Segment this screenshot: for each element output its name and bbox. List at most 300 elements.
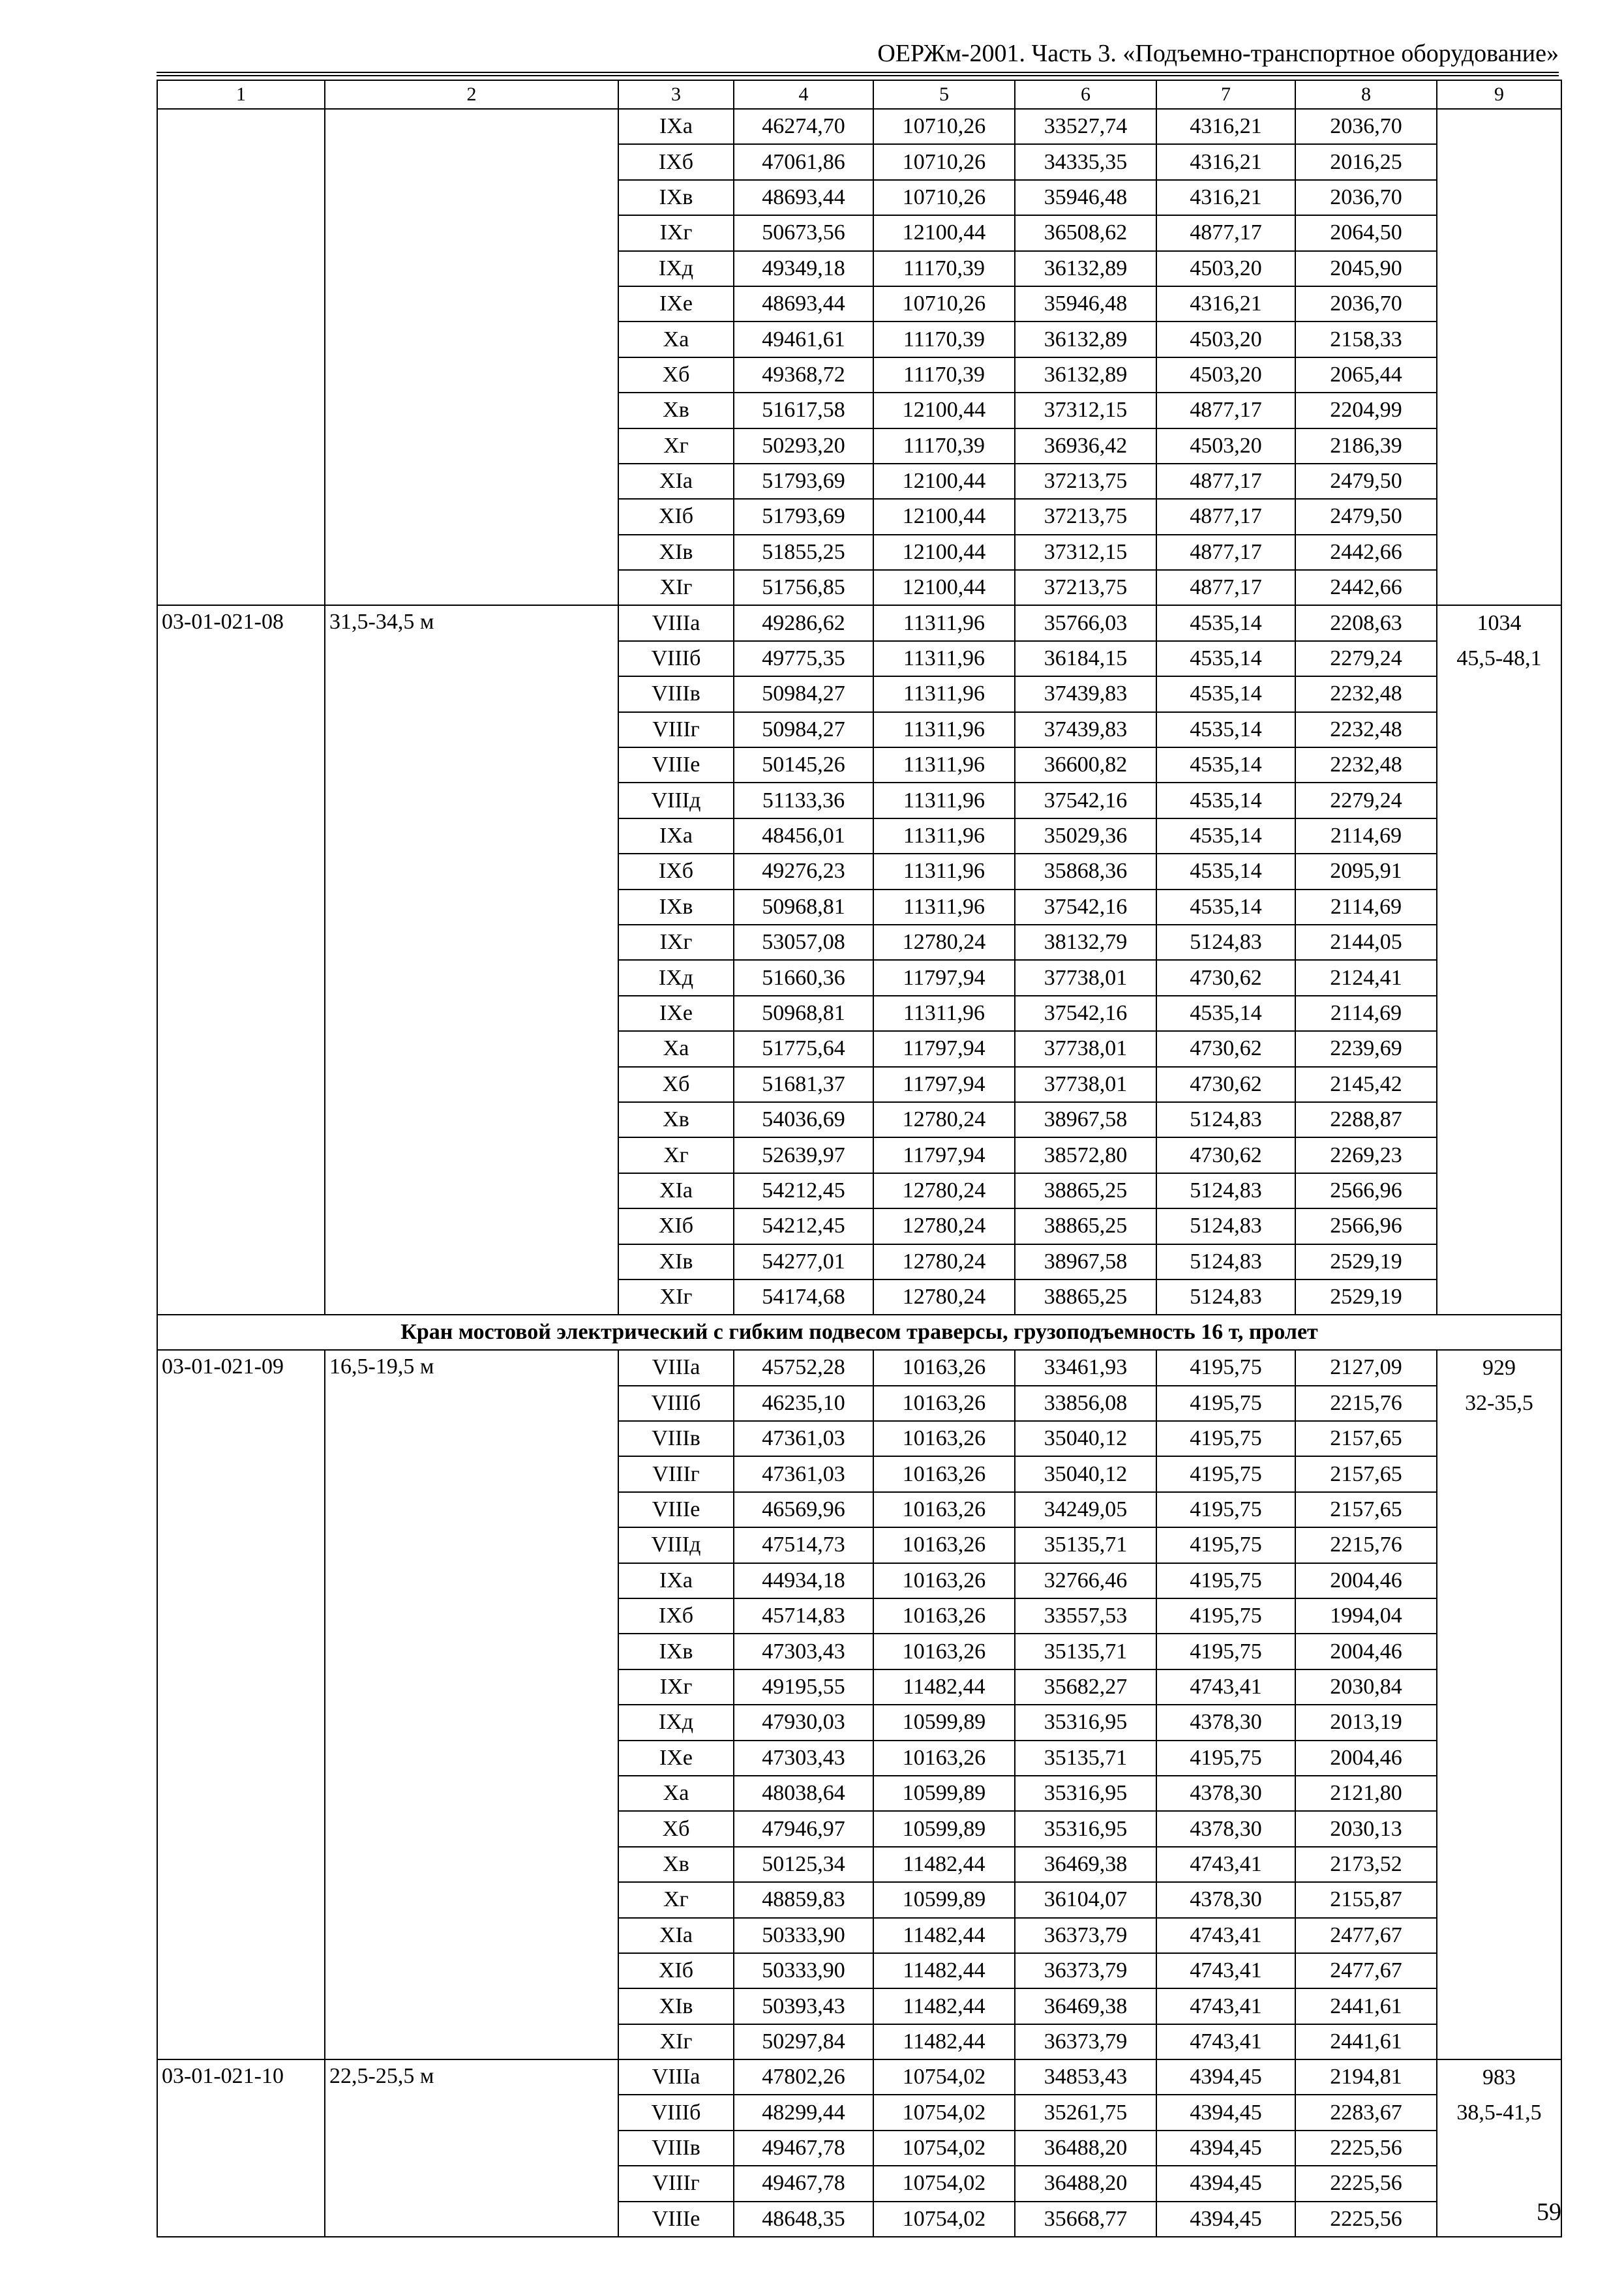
cell-col-7: 4316,21 <box>1156 144 1295 179</box>
cell-col-5: 11170,39 <box>873 251 1015 286</box>
cell-col-5: 10710,26 <box>873 109 1015 144</box>
cell-col-5: 10754,02 <box>873 2059 1015 2095</box>
cell-col-6: 33461,93 <box>1015 1350 1156 1385</box>
cell-col-4: 49349,18 <box>734 251 873 286</box>
cell-col-3: IXе <box>618 996 734 1031</box>
cell-col-4: 47303,43 <box>734 1634 873 1669</box>
cell-col-4: 50673,56 <box>734 215 873 250</box>
cell-col-4: 49461,61 <box>734 322 873 357</box>
cell-col-7: 4877,17 <box>1156 215 1295 250</box>
cell-col-3: XIа <box>618 1918 734 1953</box>
cell-col-8: 2114,69 <box>1295 890 1437 925</box>
col9-value: 1034 <box>1477 611 1522 636</box>
cell-col-5: 11311,96 <box>873 641 1015 676</box>
cell-col-4: 47946,97 <box>734 1811 873 1846</box>
cell-col-8: 2225,56 <box>1295 2131 1437 2166</box>
cell-col-7: 4877,17 <box>1156 570 1295 605</box>
cell-col-6: 35261,75 <box>1015 2095 1156 2130</box>
span-range: 16,5-19,5 м <box>325 1350 618 2059</box>
cell-col-8: 2288,87 <box>1295 1102 1437 1137</box>
cell-col-3: XIа <box>618 1173 734 1208</box>
cell-col-3: XIа <box>618 464 734 499</box>
cell-col-6: 38967,58 <box>1015 1102 1156 1137</box>
rate-code: 03-01-021-10 <box>157 2059 325 2237</box>
col9-value: 983 <box>1482 2065 1516 2090</box>
cell-col-3: IXд <box>618 251 734 286</box>
cell-col-4: 54212,45 <box>734 1173 873 1208</box>
cell-col-3: XIб <box>618 1953 734 1988</box>
cell-col-3: Xг <box>618 1882 734 1917</box>
cell-col-5: 11170,39 <box>873 357 1015 393</box>
cell-col-5: 11170,39 <box>873 428 1015 464</box>
column-header-3: 3 <box>618 80 734 109</box>
table-row <box>157 2059 1561 2095</box>
cell-col-4: 50333,90 <box>734 1953 873 1988</box>
cell-col-3: IXв <box>618 180 734 215</box>
column-header-2: 2 <box>325 80 618 109</box>
cell-col-3: VIIIе <box>618 2202 734 2237</box>
cell-col-3: XIг <box>618 1279 734 1315</box>
cell-col-5: 10163,26 <box>873 1563 1015 1598</box>
cell-col-7: 4535,14 <box>1156 676 1295 711</box>
cell-col-3: IXг <box>618 925 734 960</box>
cell-col-8: 2064,50 <box>1295 215 1437 250</box>
cell-col-3: IXа <box>618 818 734 854</box>
cell-col-7: 4743,41 <box>1156 1953 1295 1988</box>
cell-col-8: 2004,46 <box>1295 1634 1437 1669</box>
cell-col-7: 4316,21 <box>1156 109 1295 144</box>
cell-col-7: 4378,30 <box>1156 1705 1295 1740</box>
cell-col-4: 49775,35 <box>734 641 873 676</box>
cell-col-6: 32766,46 <box>1015 1563 1156 1598</box>
cell-col-8: 2442,66 <box>1295 570 1437 605</box>
cell-col-8: 2036,70 <box>1295 109 1437 144</box>
cell-col-4: 50968,81 <box>734 890 873 925</box>
cell-col-4: 50333,90 <box>734 1918 873 1953</box>
cell-col-6: 34249,05 <box>1015 1492 1156 1527</box>
cell-col-8: 2157,65 <box>1295 1456 1437 1491</box>
cell-col-6: 37439,83 <box>1015 676 1156 711</box>
cell-col-3: VIIIа <box>618 605 734 640</box>
cell-col-8: 2157,65 <box>1295 1492 1437 1527</box>
cell-col-5: 11311,96 <box>873 676 1015 711</box>
cell-col-6: 36104,07 <box>1015 1882 1156 1917</box>
col9-value: 38,5-41,5 <box>1456 2101 1542 2125</box>
cell-col-7: 4394,45 <box>1156 2202 1295 2237</box>
cell-col-4: 53057,08 <box>734 925 873 960</box>
cell-col-7: 4730,62 <box>1156 1067 1295 1102</box>
col9-value: 929 <box>1482 1356 1516 1381</box>
cell-col-5: 11311,96 <box>873 890 1015 925</box>
cell-col-6: 34335,35 <box>1015 144 1156 179</box>
cell-col-8: 2144,05 <box>1295 925 1437 960</box>
cell-col-4: 52639,97 <box>734 1137 873 1173</box>
cell-col-8: 2269,23 <box>1295 1137 1437 1173</box>
cell-col-5: 11482,44 <box>873 2024 1015 2059</box>
cell-col-8: 2013,19 <box>1295 1705 1437 1740</box>
cell-col-6: 38132,79 <box>1015 925 1156 960</box>
cell-col-7: 5124,83 <box>1156 1279 1295 1315</box>
cell-col-6: 35029,36 <box>1015 818 1156 854</box>
cell-col-7: 4743,41 <box>1156 1918 1295 1953</box>
cell-col-6: 38572,80 <box>1015 1137 1156 1173</box>
cell-col-8: 2279,24 <box>1295 783 1437 818</box>
cell-col-3: VIIIг <box>618 2166 734 2201</box>
cell-col-8: 2479,50 <box>1295 464 1437 499</box>
cell-col-7: 5124,83 <box>1156 1173 1295 1208</box>
cell-col-6: 37738,01 <box>1015 1067 1156 1102</box>
cell-col-7: 4195,75 <box>1156 1350 1295 1385</box>
cell-col-7: 4195,75 <box>1156 1386 1295 1421</box>
column-header-8: 8 <box>1295 80 1437 109</box>
cell-col-4: 51133,36 <box>734 783 873 818</box>
cell-col-3: VIIIг <box>618 712 734 747</box>
cell-col-5: 10710,26 <box>873 180 1015 215</box>
cell-col-4: 50297,84 <box>734 2024 873 2059</box>
cell-col-5: 12100,44 <box>873 499 1015 534</box>
cell-col-5: 11311,96 <box>873 747 1015 783</box>
cell-col-8: 2239,69 <box>1295 1031 1437 1066</box>
cell-col-7: 4503,20 <box>1156 428 1295 464</box>
col9-values <box>1437 109 1561 605</box>
cell-col-7: 4195,75 <box>1156 1421 1295 1456</box>
cell-col-7: 5124,83 <box>1156 1208 1295 1244</box>
cell-col-4: 54036,69 <box>734 1102 873 1137</box>
cell-col-4: 51775,64 <box>734 1031 873 1066</box>
cell-col-5: 10754,02 <box>873 2131 1015 2166</box>
cell-col-3: VIIIд <box>618 1527 734 1563</box>
cell-col-3: VIIIд <box>618 783 734 818</box>
cell-col-7: 4394,45 <box>1156 2095 1295 2130</box>
cell-col-4: 50984,27 <box>734 676 873 711</box>
cell-col-3: Xб <box>618 1067 734 1102</box>
cell-col-3: IXа <box>618 109 734 144</box>
cell-col-6: 33557,53 <box>1015 1598 1156 1634</box>
cell-col-8: 2065,44 <box>1295 357 1437 393</box>
cell-col-4: 48038,64 <box>734 1776 873 1811</box>
cell-col-7: 4394,45 <box>1156 2166 1295 2201</box>
column-header-row <box>157 80 1561 109</box>
cell-col-4: 50393,43 <box>734 1988 873 2024</box>
cell-col-8: 2279,24 <box>1295 641 1437 676</box>
cell-col-4: 51793,69 <box>734 499 873 534</box>
cell-col-6: 35135,71 <box>1015 1741 1156 1776</box>
cell-col-5: 10163,26 <box>873 1421 1015 1456</box>
cell-col-6: 37213,75 <box>1015 464 1156 499</box>
cell-col-5: 12780,24 <box>873 1244 1015 1279</box>
cell-col-8: 2004,46 <box>1295 1563 1437 1598</box>
cell-col-5: 11797,94 <box>873 1067 1015 1102</box>
cell-col-7: 4743,41 <box>1156 2024 1295 2059</box>
cell-col-6: 37312,15 <box>1015 393 1156 428</box>
cell-col-3: IXе <box>618 286 734 322</box>
cell-col-3: VIIIб <box>618 1386 734 1421</box>
cell-col-4: 50145,26 <box>734 747 873 783</box>
cell-col-7: 4535,14 <box>1156 747 1295 783</box>
cell-col-5: 12100,44 <box>873 464 1015 499</box>
cell-col-5: 11797,94 <box>873 1137 1015 1173</box>
cell-col-3: XIб <box>618 499 734 534</box>
cell-col-6: 36488,20 <box>1015 2166 1156 2201</box>
cell-col-7: 4378,30 <box>1156 1776 1295 1811</box>
cell-col-6: 36469,38 <box>1015 1847 1156 1882</box>
cell-col-5: 11311,96 <box>873 854 1015 889</box>
cell-col-7: 4730,62 <box>1156 960 1295 995</box>
cell-col-8: 2442,66 <box>1295 535 1437 570</box>
cell-col-4: 46274,70 <box>734 109 873 144</box>
cell-col-3: XIв <box>618 535 734 570</box>
page-header <box>157 37 1559 73</box>
cell-col-8: 2529,19 <box>1295 1279 1437 1315</box>
cell-col-7: 4394,45 <box>1156 2059 1295 2095</box>
cell-col-5: 12100,44 <box>873 535 1015 570</box>
cell-col-8: 2232,48 <box>1295 676 1437 711</box>
cell-col-7: 4535,14 <box>1156 605 1295 640</box>
cell-col-6: 37439,83 <box>1015 712 1156 747</box>
cell-col-3: IXг <box>618 215 734 250</box>
cell-col-3: IXа <box>618 1563 734 1598</box>
cell-col-3: IXб <box>618 144 734 179</box>
cell-col-7: 5124,83 <box>1156 1102 1295 1137</box>
col9-values <box>1437 605 1561 1315</box>
column-header-6: 6 <box>1015 80 1156 109</box>
cell-col-5: 10754,02 <box>873 2095 1015 2130</box>
cell-col-5: 12100,44 <box>873 215 1015 250</box>
cell-col-8: 2124,41 <box>1295 960 1437 995</box>
cell-col-6: 35682,27 <box>1015 1669 1156 1705</box>
cell-col-3: Xб <box>618 1811 734 1846</box>
cell-col-6: 37213,75 <box>1015 499 1156 534</box>
cell-col-4: 51756,85 <box>734 570 873 605</box>
cell-col-7: 4195,75 <box>1156 1741 1295 1776</box>
cell-col-8: 2566,96 <box>1295 1208 1437 1244</box>
cell-col-8: 2030,84 <box>1295 1669 1437 1705</box>
cell-col-3: XIг <box>618 2024 734 2059</box>
cell-col-5: 10163,26 <box>873 1386 1015 1421</box>
cell-col-4: 49286,62 <box>734 605 873 640</box>
cell-col-5: 10163,26 <box>873 1634 1015 1669</box>
cell-col-7: 4195,75 <box>1156 1634 1295 1669</box>
cell-col-7: 4316,21 <box>1156 180 1295 215</box>
cell-col-5: 11311,96 <box>873 783 1015 818</box>
cell-col-4: 47514,73 <box>734 1527 873 1563</box>
cell-col-5: 12780,24 <box>873 1208 1015 1244</box>
cell-col-5: 11797,94 <box>873 1031 1015 1066</box>
cell-col-8: 2215,76 <box>1295 1386 1437 1421</box>
cell-col-7: 4195,75 <box>1156 1598 1295 1634</box>
cell-col-7: 5124,83 <box>1156 1244 1295 1279</box>
cell-col-8: 2225,56 <box>1295 2202 1437 2237</box>
cell-col-7: 4743,41 <box>1156 1988 1295 2024</box>
cell-col-8: 1994,04 <box>1295 1598 1437 1634</box>
cell-col-6: 35946,48 <box>1015 286 1156 322</box>
cell-col-6: 35135,71 <box>1015 1527 1156 1563</box>
cell-col-7: 4535,14 <box>1156 854 1295 889</box>
cell-col-3: XIб <box>618 1208 734 1244</box>
cell-col-7: 4503,20 <box>1156 251 1295 286</box>
rates-table <box>157 80 1562 2237</box>
column-header-1: 1 <box>157 80 325 109</box>
cell-col-8: 2477,67 <box>1295 1953 1437 1988</box>
cell-col-6: 35040,12 <box>1015 1421 1156 1456</box>
cell-col-8: 2036,70 <box>1295 286 1437 322</box>
cell-col-4: 49276,23 <box>734 854 873 889</box>
cell-col-6: 36508,62 <box>1015 215 1156 250</box>
cell-col-4: 48648,35 <box>734 2202 873 2237</box>
cell-col-3: Xг <box>618 1137 734 1173</box>
cell-col-8: 2114,69 <box>1295 996 1437 1031</box>
cell-col-5: 12100,44 <box>873 570 1015 605</box>
cell-col-7: 4535,14 <box>1156 641 1295 676</box>
cell-col-5: 10710,26 <box>873 286 1015 322</box>
cell-col-6: 36469,38 <box>1015 1988 1156 2024</box>
cell-col-6: 33856,08 <box>1015 1386 1156 1421</box>
cell-col-7: 4535,14 <box>1156 890 1295 925</box>
cell-col-6: 35316,95 <box>1015 1776 1156 1811</box>
cell-col-3: VIIIв <box>618 1421 734 1456</box>
cell-col-5: 10599,89 <box>873 1705 1015 1740</box>
cell-col-5: 10599,89 <box>873 1882 1015 1917</box>
cell-col-3: VIIIа <box>618 1350 734 1385</box>
cell-col-4: 50984,27 <box>734 712 873 747</box>
cell-col-7: 4195,75 <box>1156 1563 1295 1598</box>
cell-col-8: 2155,87 <box>1295 1882 1437 1917</box>
cell-col-6: 37542,16 <box>1015 890 1156 925</box>
cell-col-8: 2566,96 <box>1295 1173 1437 1208</box>
cell-col-4: 47303,43 <box>734 1741 873 1776</box>
cell-col-4: 51855,25 <box>734 535 873 570</box>
cell-col-3: Xв <box>618 393 734 428</box>
cell-col-3: Xа <box>618 1031 734 1066</box>
cell-col-7: 4877,17 <box>1156 393 1295 428</box>
cell-col-6: 37213,75 <box>1015 570 1156 605</box>
cell-col-4: 50968,81 <box>734 996 873 1031</box>
cell-col-8: 2004,46 <box>1295 1741 1437 1776</box>
cell-col-7: 4535,14 <box>1156 996 1295 1031</box>
cell-col-6: 36132,89 <box>1015 251 1156 286</box>
cell-col-6: 36373,79 <box>1015 2024 1156 2059</box>
cell-col-5: 11311,96 <box>873 996 1015 1031</box>
cell-col-4: 50125,34 <box>734 1847 873 1882</box>
cell-col-6: 35040,12 <box>1015 1456 1156 1491</box>
cell-col-3: XIг <box>618 570 734 605</box>
cell-col-3: VIIIб <box>618 641 734 676</box>
cell-col-8: 2225,56 <box>1295 2166 1437 2201</box>
cell-col-7: 4394,45 <box>1156 2131 1295 2166</box>
cell-col-6: 35316,95 <box>1015 1811 1156 1846</box>
cell-col-7: 4877,17 <box>1156 499 1295 534</box>
cell-col-7: 4877,17 <box>1156 535 1295 570</box>
page-number: 59 <box>1537 2198 1561 2226</box>
cell-col-7: 4743,41 <box>1156 1847 1295 1882</box>
cell-col-8: 2045,90 <box>1295 251 1437 286</box>
cell-col-7: 4730,62 <box>1156 1031 1295 1066</box>
cell-col-5: 11482,44 <box>873 1669 1015 1705</box>
cell-col-4: 47061,86 <box>734 144 873 179</box>
column-header-4: 4 <box>734 80 873 109</box>
cell-col-4: 48693,44 <box>734 286 873 322</box>
cell-col-4: 50293,20 <box>734 428 873 464</box>
cell-col-8: 2186,39 <box>1295 428 1437 464</box>
cell-col-6: 35316,95 <box>1015 1705 1156 1740</box>
cell-col-6: 38865,25 <box>1015 1279 1156 1315</box>
cell-col-5: 12780,24 <box>873 1173 1015 1208</box>
cell-col-5: 10163,26 <box>873 1492 1015 1527</box>
cell-col-8: 2529,19 <box>1295 1244 1437 1279</box>
column-header-5: 5 <box>873 80 1015 109</box>
table-row <box>157 109 1561 144</box>
cell-col-5: 12780,24 <box>873 925 1015 960</box>
cell-col-4: 54174,68 <box>734 1279 873 1315</box>
col9-value: 32-35,5 <box>1465 1391 1533 1416</box>
cell-col-4: 48693,44 <box>734 180 873 215</box>
cell-col-5: 11482,44 <box>873 1953 1015 1988</box>
rate-code: 03-01-021-09 <box>157 1350 325 2059</box>
cell-col-7: 4378,30 <box>1156 1882 1295 1917</box>
cell-col-7: 4195,75 <box>1156 1456 1295 1491</box>
cell-col-8: 2477,67 <box>1295 1918 1437 1953</box>
cell-col-3: IXе <box>618 1741 734 1776</box>
cell-col-6: 33527,74 <box>1015 109 1156 144</box>
cell-col-5: 10163,26 <box>873 1456 1015 1491</box>
cell-col-5: 10754,02 <box>873 2166 1015 2201</box>
cell-col-6: 36488,20 <box>1015 2131 1156 2166</box>
cell-col-8: 2127,09 <box>1295 1350 1437 1385</box>
cell-col-7: 4535,14 <box>1156 818 1295 854</box>
cell-col-8: 2114,69 <box>1295 818 1437 854</box>
cell-col-4: 47802,26 <box>734 2059 873 2095</box>
cell-col-5: 10163,26 <box>873 1741 1015 1776</box>
span-range: 22,5-25,5 м <box>325 2059 618 2237</box>
cell-col-3: IXв <box>618 890 734 925</box>
column-header-7: 7 <box>1156 80 1295 109</box>
cell-col-8: 2441,61 <box>1295 2024 1437 2059</box>
cell-col-3: VIIIб <box>618 2095 734 2130</box>
table-row <box>157 605 1561 640</box>
cell-col-5: 12100,44 <box>873 393 1015 428</box>
cell-col-3: IXб <box>618 1598 734 1634</box>
col9-values <box>1437 1350 1561 2059</box>
cell-col-6: 36184,15 <box>1015 641 1156 676</box>
cell-col-4: 46235,10 <box>734 1386 873 1421</box>
column-header-9: 9 <box>1437 80 1561 109</box>
cell-col-7: 4877,17 <box>1156 464 1295 499</box>
cell-col-3: Xа <box>618 1776 734 1811</box>
cell-col-4: 48299,44 <box>734 2095 873 2130</box>
cell-col-6: 37738,01 <box>1015 960 1156 995</box>
cell-col-3: Xа <box>618 322 734 357</box>
cell-col-5: 11797,94 <box>873 960 1015 995</box>
rate-code: 03-01-021-08 <box>157 605 325 1315</box>
cell-col-3: VIIIе <box>618 1492 734 1527</box>
cell-col-4: 51793,69 <box>734 464 873 499</box>
cell-col-4: 49195,55 <box>734 1669 873 1705</box>
cell-col-7: 4378,30 <box>1156 1811 1295 1846</box>
span-range: 31,5-34,5 м <box>325 605 618 1315</box>
cell-col-6: 37542,16 <box>1015 996 1156 1031</box>
span-range <box>325 109 618 605</box>
cell-col-5: 10754,02 <box>873 2202 1015 2237</box>
cell-col-3: VIIIв <box>618 2131 734 2166</box>
cell-col-8: 2158,33 <box>1295 322 1437 357</box>
cell-col-3: IXв <box>618 1634 734 1669</box>
cell-col-4: 49467,78 <box>734 2166 873 2201</box>
cell-col-5: 11311,96 <box>873 818 1015 854</box>
cell-col-8: 2232,48 <box>1295 747 1437 783</box>
cell-col-6: 36132,89 <box>1015 357 1156 393</box>
cell-col-3: IXб <box>618 854 734 889</box>
cell-col-8: 2283,67 <box>1295 2095 1437 2130</box>
